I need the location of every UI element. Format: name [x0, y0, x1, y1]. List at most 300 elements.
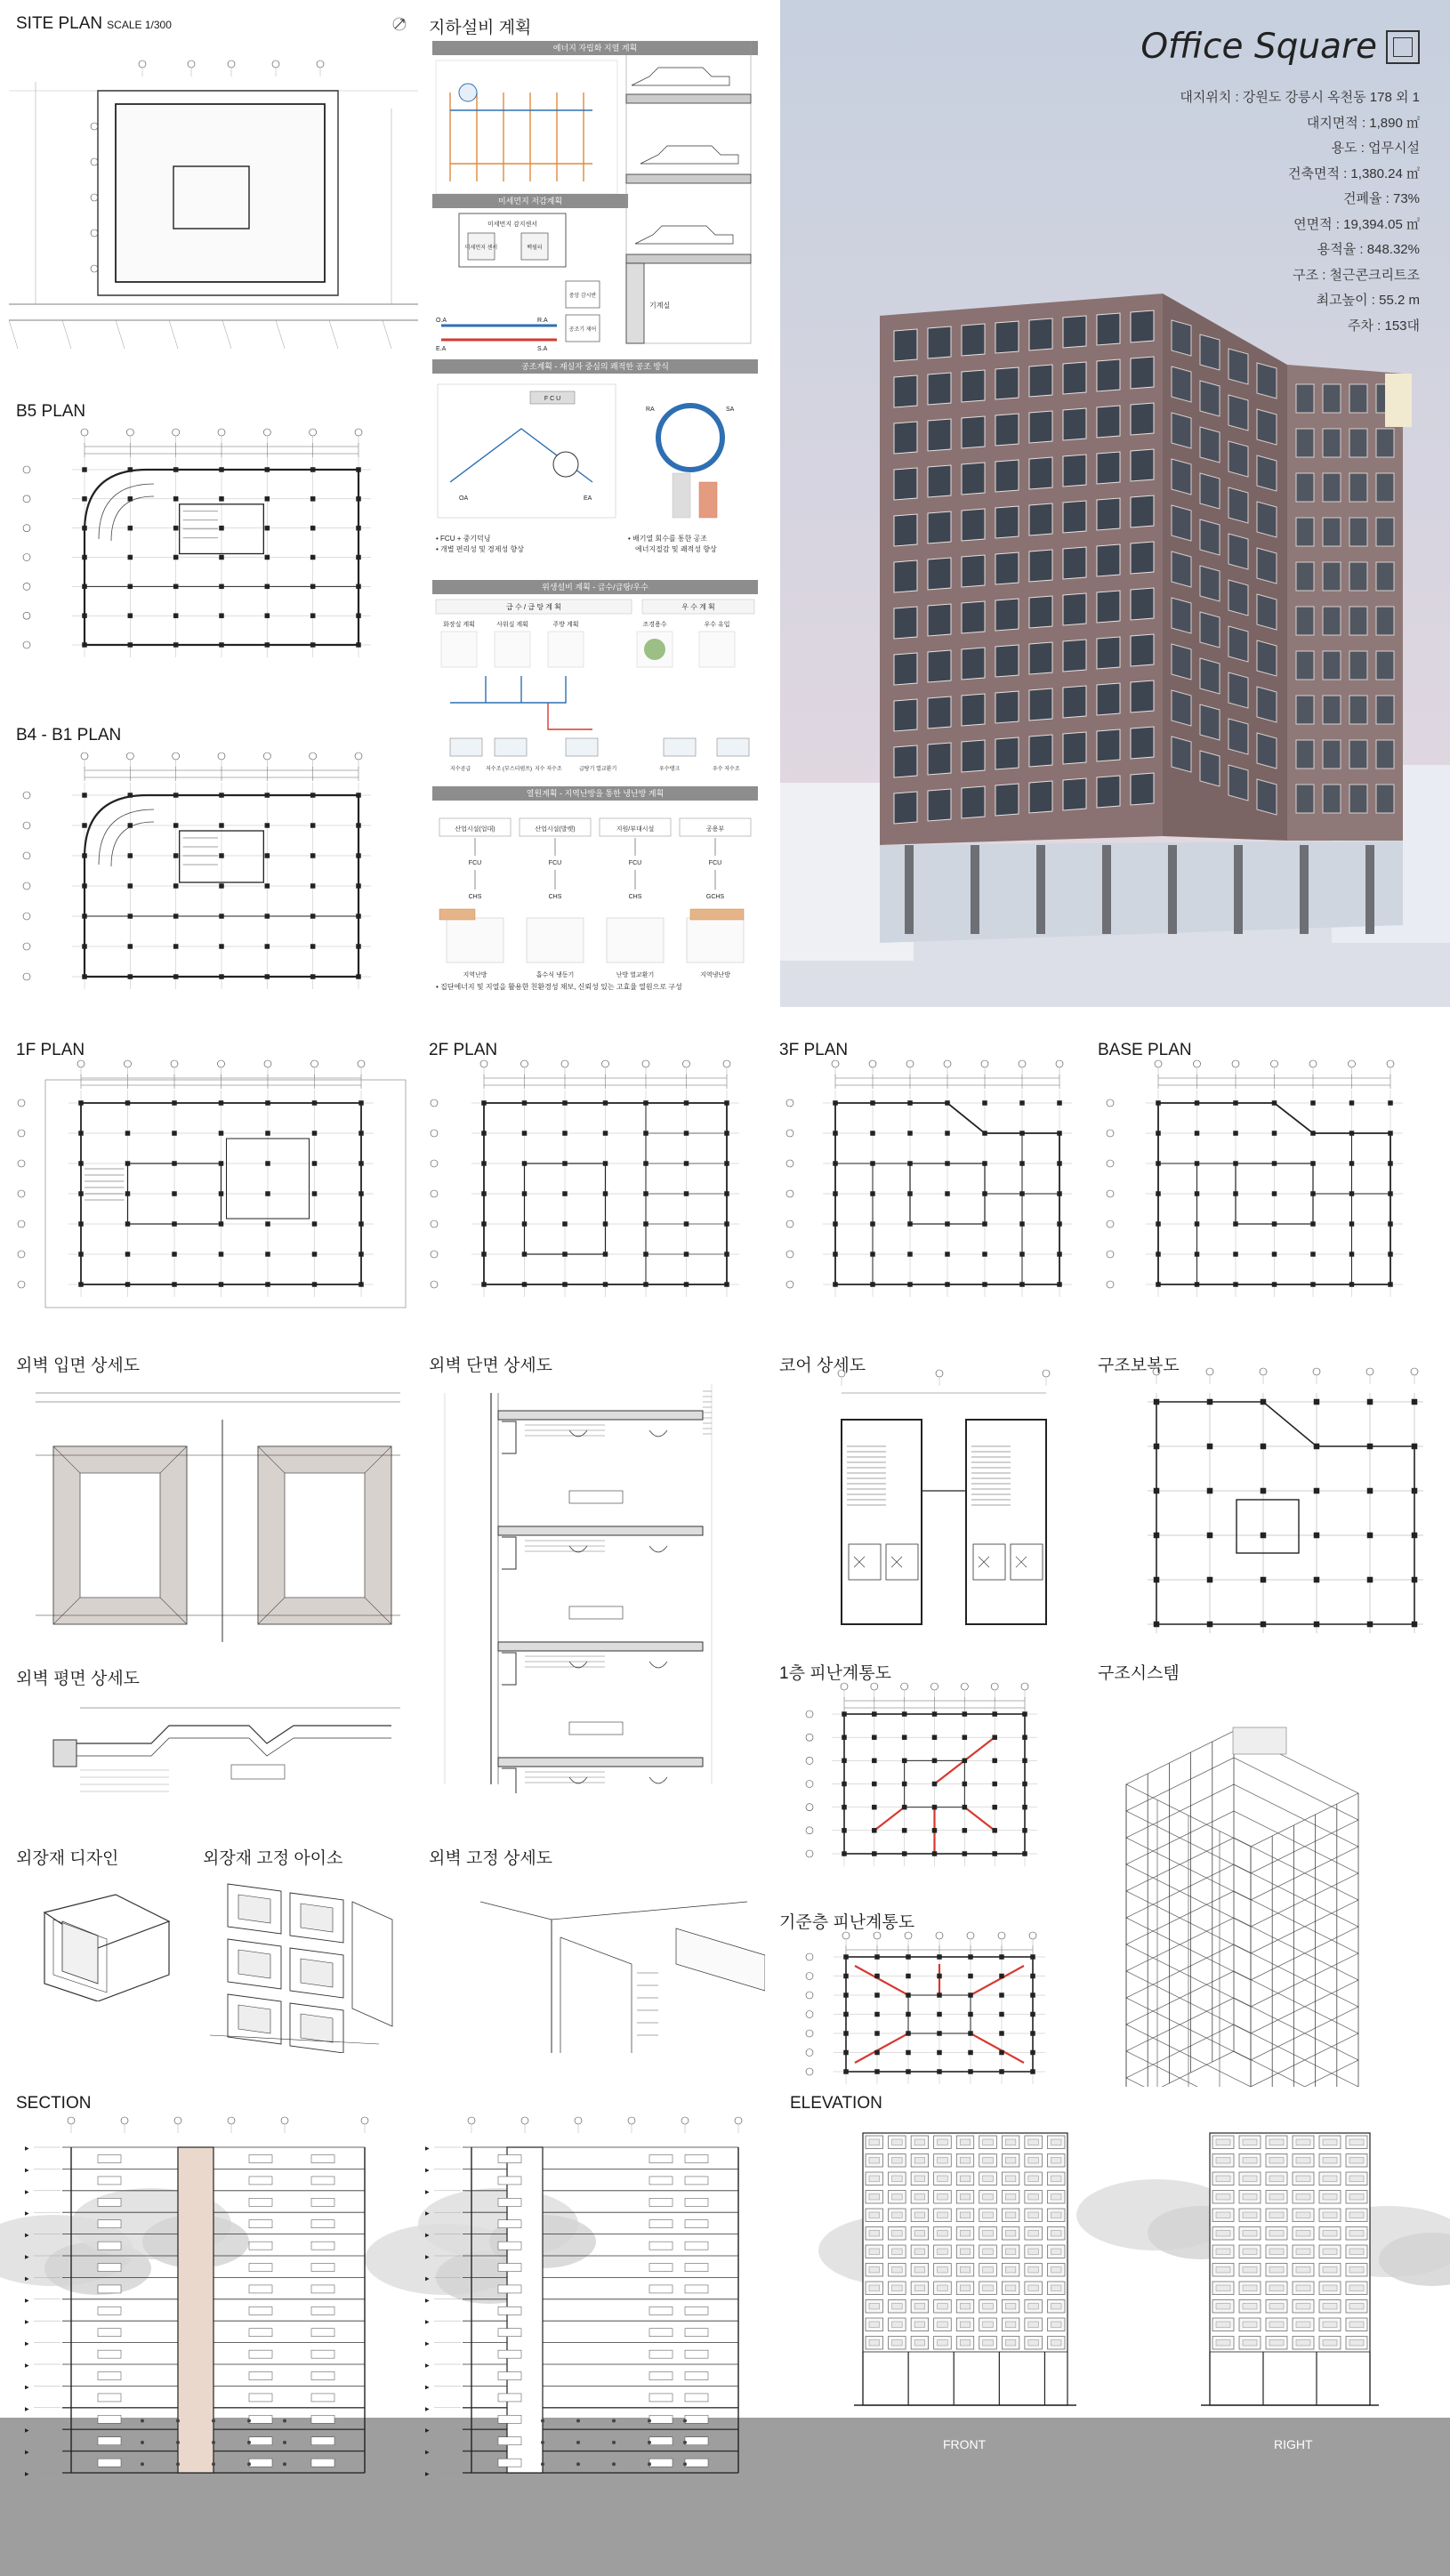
window-glass: [1349, 2304, 1364, 2310]
wall-elevation-drawing: [27, 1375, 409, 1642]
room-tag: [569, 1722, 623, 1735]
grid-bubble: [806, 2068, 813, 2075]
column: [993, 1805, 997, 1809]
column: [1389, 1283, 1393, 1287]
window-glass: [892, 2340, 903, 2347]
grid-bubble: [1107, 1160, 1114, 1167]
column: [908, 1131, 913, 1136]
grid-bubble: [936, 1932, 943, 1939]
equipment-box: [447, 918, 503, 962]
grid-bubble: [218, 753, 225, 760]
window: [995, 414, 1019, 446]
grid-bubble: [832, 1060, 839, 1067]
water-head: 우 수 계 획: [681, 603, 715, 611]
window-glass: [1323, 2231, 1337, 2237]
grid-bubble: [735, 2117, 742, 2124]
room-tag: [685, 2285, 708, 2293]
room-tag: [685, 2155, 708, 2163]
room-tag: [249, 2220, 272, 2228]
window-glass: [869, 2249, 880, 2255]
frame: [626, 41, 751, 343]
grid-bubble: [1019, 1060, 1026, 1067]
column: [173, 945, 178, 949]
column: [312, 1283, 317, 1287]
evac-1f-drawing: [801, 1678, 1059, 1882]
column: [1156, 1131, 1161, 1136]
room-tag: [498, 2415, 521, 2423]
heat-row: CHS: [468, 894, 482, 900]
light-fixture: [649, 1430, 667, 1437]
window: [1200, 427, 1220, 463]
window: [1097, 591, 1120, 623]
column: [1156, 1283, 1161, 1287]
room-tag: [98, 2329, 121, 2337]
window: [1228, 719, 1248, 754]
pilotis-column: [1300, 845, 1309, 934]
window: [1228, 626, 1248, 662]
window-glass: [938, 2340, 948, 2347]
window-glass: [892, 2322, 903, 2328]
column: [1349, 1131, 1354, 1136]
column: [1020, 1101, 1025, 1106]
column: [1000, 1993, 1004, 1998]
window-glass: [1323, 2158, 1337, 2164]
column: [834, 1283, 838, 1287]
grid-bubble: [281, 2117, 288, 2124]
window-frame: [502, 1768, 516, 1793]
grid-bubble: [18, 1099, 25, 1107]
grid-bubble: [121, 2117, 128, 2124]
room-tag: [498, 2155, 521, 2163]
column: [1272, 1283, 1277, 1287]
fixture-box: [495, 632, 530, 667]
column: [969, 1993, 973, 1998]
column: [834, 1101, 838, 1106]
column: [310, 584, 315, 589]
grid-bubble: [786, 1220, 793, 1228]
column: [265, 584, 270, 589]
column: [1261, 1488, 1266, 1493]
level-marker: ▶: [25, 2211, 29, 2218]
grid-bubble: [91, 123, 98, 130]
column: [357, 854, 361, 858]
window-glass: [869, 2231, 880, 2237]
window: [1296, 384, 1314, 413]
window-glass: [1028, 2139, 1039, 2145]
window-glass: [1323, 2194, 1337, 2201]
column: [219, 1162, 223, 1166]
column: [603, 1252, 608, 1257]
window: [1200, 519, 1220, 555]
room-tag: [685, 2459, 708, 2467]
light-fixture: [649, 1546, 667, 1552]
column: [983, 1192, 987, 1196]
column: [220, 824, 224, 828]
grid-bubble: [871, 1683, 878, 1690]
window-glass: [869, 2267, 880, 2274]
column: [1020, 1252, 1025, 1257]
window: [1257, 409, 1277, 445]
column: [1154, 1488, 1159, 1493]
core-outline: [1237, 1500, 1299, 1553]
column: [1261, 1444, 1266, 1449]
window: [1131, 634, 1154, 666]
window: [1029, 688, 1052, 720]
slab: [626, 174, 751, 183]
grid-bubble: [480, 1060, 487, 1067]
window: [1172, 690, 1191, 726]
column: [310, 824, 315, 828]
window-glass: [1051, 2322, 1061, 2328]
grid-bubble: [431, 1251, 438, 1258]
clad-iso-title: 외장재 고정 아이소: [203, 1849, 343, 1868]
column: [83, 496, 87, 501]
grid-bubble: [431, 1281, 438, 1288]
cladding-iso-drawing: [36, 1886, 178, 2001]
column: [310, 914, 315, 919]
grid-bubble: [317, 60, 324, 68]
window-glass: [983, 2212, 994, 2218]
column: [1314, 1399, 1319, 1405]
column: [902, 1759, 906, 1763]
column: [684, 1101, 689, 1106]
grid-bubble: [786, 1190, 793, 1197]
window: [1257, 455, 1277, 491]
column: [1156, 1162, 1161, 1166]
level-marker: ▶: [425, 2146, 430, 2152]
column: [1261, 1622, 1266, 1627]
column: [946, 1222, 950, 1227]
grid-bubble: [126, 753, 133, 760]
window: [894, 607, 917, 639]
window-glass: [960, 2304, 971, 2310]
window: [995, 784, 1019, 816]
window: [1257, 548, 1277, 584]
info-line: 건폐율 : 73%: [1343, 191, 1420, 206]
column: [1349, 1222, 1354, 1227]
grid-bubble: [23, 554, 30, 561]
grid-bubble: [23, 792, 30, 799]
air-label: RA: [646, 407, 655, 413]
column: [1349, 1283, 1354, 1287]
window-glass: [1349, 2212, 1364, 2218]
grid-bubble: [468, 2117, 475, 2124]
column: [357, 793, 361, 798]
column: [969, 2050, 973, 2055]
column: [1272, 1131, 1277, 1136]
column: [983, 1283, 987, 1287]
room-tag: [685, 2394, 708, 2402]
room-tag: [498, 2372, 521, 2380]
column: [125, 1192, 130, 1196]
window-frame: [502, 1421, 516, 1453]
column: [844, 1955, 849, 1960]
column: [359, 1101, 364, 1106]
grid-bubble: [171, 1060, 178, 1067]
column: [1234, 1101, 1238, 1106]
window-glass: [1296, 2212, 1310, 2218]
window: [1257, 733, 1277, 769]
column: [725, 1131, 729, 1136]
level-marker: ▶: [25, 2189, 29, 2195]
window-glass: [983, 2340, 994, 2347]
column: [79, 1101, 84, 1106]
room-tag: [649, 2220, 673, 2228]
window: [1029, 596, 1052, 628]
f1-plan-drawing: [12, 1055, 413, 1322]
room-tag: [649, 2329, 673, 2337]
level-marker: ▶: [25, 2233, 29, 2239]
grid-bubble: [23, 641, 30, 648]
water-bottom: 급탕기 열교환기: [579, 767, 617, 772]
window: [928, 419, 951, 451]
info-line: 최고높이 : 55.2 m: [1316, 293, 1420, 308]
column: [871, 1131, 875, 1136]
column: [83, 824, 87, 828]
window: [1349, 651, 1367, 680]
grid-bubble: [173, 429, 180, 436]
column: [1154, 1399, 1159, 1405]
level-marker: ▶: [425, 2168, 430, 2174]
grid-bubble: [931, 1683, 938, 1690]
window: [1172, 413, 1191, 448]
parcel-line: [276, 320, 285, 349]
fixture-box: [548, 632, 584, 667]
column: [844, 2032, 849, 2036]
b4b1-plan-drawing: [18, 747, 409, 1014]
column: [603, 1131, 608, 1136]
column: [834, 1222, 838, 1227]
room-tag: [98, 2415, 121, 2423]
air-note-4: 에너지절감 및 쾌적성 향상: [635, 545, 717, 553]
window-glass: [869, 2340, 880, 2347]
air-label: F C U: [544, 396, 561, 402]
column: [932, 1782, 937, 1786]
column: [173, 1283, 177, 1287]
grid-bubble: [18, 1190, 25, 1197]
window: [928, 558, 951, 590]
window-glass: [869, 2158, 880, 2164]
wall-outline: [62, 1726, 391, 1743]
window: [1376, 740, 1394, 769]
column: [963, 1712, 967, 1717]
window: [1349, 473, 1367, 502]
water-diagram: [432, 596, 758, 818]
project-info: [1180, 85, 1420, 339]
window: [1323, 740, 1341, 769]
window: [1323, 518, 1341, 546]
column: [359, 1283, 364, 1287]
column: [983, 1162, 987, 1166]
window-glass: [938, 2322, 948, 2328]
site-plan-drawing: [9, 55, 418, 358]
window: [1029, 365, 1052, 397]
render-panel: [780, 0, 1450, 1007]
air-note-3: • 배기열 회수를 통한 공조: [628, 535, 707, 543]
right-elevation-drawing: [1201, 2115, 1379, 2423]
window: [995, 552, 1019, 584]
column: [220, 584, 224, 589]
column: [1195, 1192, 1199, 1196]
column: [357, 945, 361, 949]
column: [173, 824, 178, 828]
room-tag: [249, 2242, 272, 2250]
window-glass: [914, 2340, 925, 2347]
level-marker: ▶: [425, 2385, 430, 2391]
room-tag: [498, 2220, 521, 2228]
room-tag: [98, 2459, 121, 2467]
parking-marker: [176, 2441, 180, 2444]
column: [312, 1162, 317, 1166]
grid-bubble: [806, 2030, 813, 2037]
column: [946, 1283, 950, 1287]
pilotis-column: [905, 845, 914, 934]
window: [1228, 441, 1248, 477]
column: [1349, 1162, 1354, 1166]
room-tag: [249, 2415, 272, 2423]
level-marker: ▶: [25, 2320, 29, 2326]
window-glass: [960, 2139, 971, 2145]
grid-bubble: [1021, 1683, 1028, 1690]
column: [173, 914, 178, 919]
ramp-curve: [99, 809, 154, 865]
column: [128, 496, 133, 501]
column: [1207, 1533, 1212, 1538]
parking-marker: [648, 2462, 651, 2466]
column: [173, 643, 178, 648]
ramp-curve: [99, 484, 154, 539]
struct-sys-title: 구조시스템: [1098, 1664, 1180, 1683]
window: [1257, 779, 1277, 815]
column: [906, 2070, 911, 2074]
window: [1200, 751, 1220, 786]
window-glass: [1005, 2212, 1016, 2218]
column: [357, 884, 361, 889]
heat-row: FCU: [468, 860, 482, 866]
column: [128, 793, 133, 798]
window-glass: [938, 2267, 948, 2274]
column: [1195, 1252, 1199, 1257]
room-tag: [649, 2350, 673, 2358]
window: [1296, 429, 1314, 457]
air-label: OA: [459, 495, 469, 502]
grid-bubble: [1043, 1370, 1050, 1377]
window-glass: [1005, 2249, 1016, 2255]
panel-edge: [560, 1937, 632, 2053]
room-tag: [311, 2198, 334, 2206]
column: [1195, 1131, 1199, 1136]
mech-title: 지하설비 계획: [429, 19, 532, 37]
core-shaft: [178, 2147, 213, 2473]
grid-bubble: [18, 1220, 25, 1228]
core-right: [966, 1420, 1046, 1624]
window-glass: [938, 2176, 948, 2182]
window-glass: [983, 2176, 994, 2182]
window: [1063, 593, 1086, 625]
column: [1000, 2032, 1004, 2036]
column: [842, 1735, 847, 1740]
grid-bubble: [874, 1932, 881, 1939]
grid-bubble: [906, 1060, 914, 1067]
grid-bubble: [1107, 1190, 1114, 1197]
column: [173, 1252, 177, 1257]
heat-row: FCU: [628, 860, 642, 866]
room-tag: [311, 2285, 334, 2293]
column: [563, 1283, 568, 1287]
level-marker: ▶: [425, 2298, 430, 2304]
room-tag: [311, 2155, 334, 2163]
room-tag: [685, 2372, 708, 2380]
column: [644, 1131, 648, 1136]
column: [79, 1283, 84, 1287]
column: [842, 1828, 847, 1832]
water-head: 급 수 / 급 탕 계 획: [506, 603, 561, 611]
parking-marker: [612, 2419, 616, 2422]
window-glass: [938, 2231, 948, 2237]
column: [128, 584, 133, 589]
water-bottom: 지수 저수조: [535, 767, 562, 772]
grid-bubble: [806, 2049, 813, 2057]
window: [962, 509, 985, 541]
window-glass: [938, 2304, 948, 2310]
air-label: EA: [584, 495, 592, 502]
heat-row: FCU: [548, 860, 562, 866]
column: [902, 1828, 906, 1832]
window: [1228, 765, 1248, 801]
column: [1031, 2050, 1035, 2055]
heat-item: 지원/부대시설: [616, 826, 655, 833]
column: [219, 1283, 223, 1287]
window-frame: [502, 1537, 516, 1569]
window: [1029, 781, 1052, 813]
equipment-box: [687, 918, 744, 962]
column: [1367, 1622, 1373, 1627]
grid-bubble: [838, 1370, 845, 1377]
column: [563, 1162, 568, 1166]
grid-bubble: [806, 1973, 813, 1980]
room-tag: [649, 2155, 673, 2163]
window: [1063, 316, 1086, 348]
window-glass: [1296, 2249, 1310, 2255]
column: [312, 1192, 317, 1196]
window-glass: [892, 2285, 903, 2291]
window-glass: [1269, 2231, 1284, 2237]
right-label: RIGHT: [1274, 2437, 1313, 2451]
window: [894, 653, 917, 685]
column: [357, 975, 361, 979]
column: [563, 1192, 568, 1196]
window-glass: [1216, 2285, 1230, 2291]
evac-typical-drawing: [801, 1927, 1067, 2096]
room-tag: [98, 2306, 121, 2314]
room-tag: [249, 2264, 272, 2272]
column: [932, 1852, 937, 1856]
column: [220, 643, 224, 648]
column: [482, 1252, 487, 1257]
window: [928, 650, 951, 682]
grid-bubble: [218, 429, 225, 436]
column: [1058, 1283, 1062, 1287]
f2-plan-drawing: [425, 1055, 772, 1322]
column: [1314, 1533, 1319, 1538]
window-glass: [1051, 2249, 1061, 2255]
column: [946, 1101, 950, 1106]
elevation-title: ELEVATION: [790, 2094, 882, 2113]
level-marker: ▶: [25, 2298, 29, 2304]
grid-bubble: [1107, 1099, 1114, 1107]
column: [938, 2032, 942, 2036]
f1-plan-title: 1F PLAN: [16, 1041, 85, 1059]
